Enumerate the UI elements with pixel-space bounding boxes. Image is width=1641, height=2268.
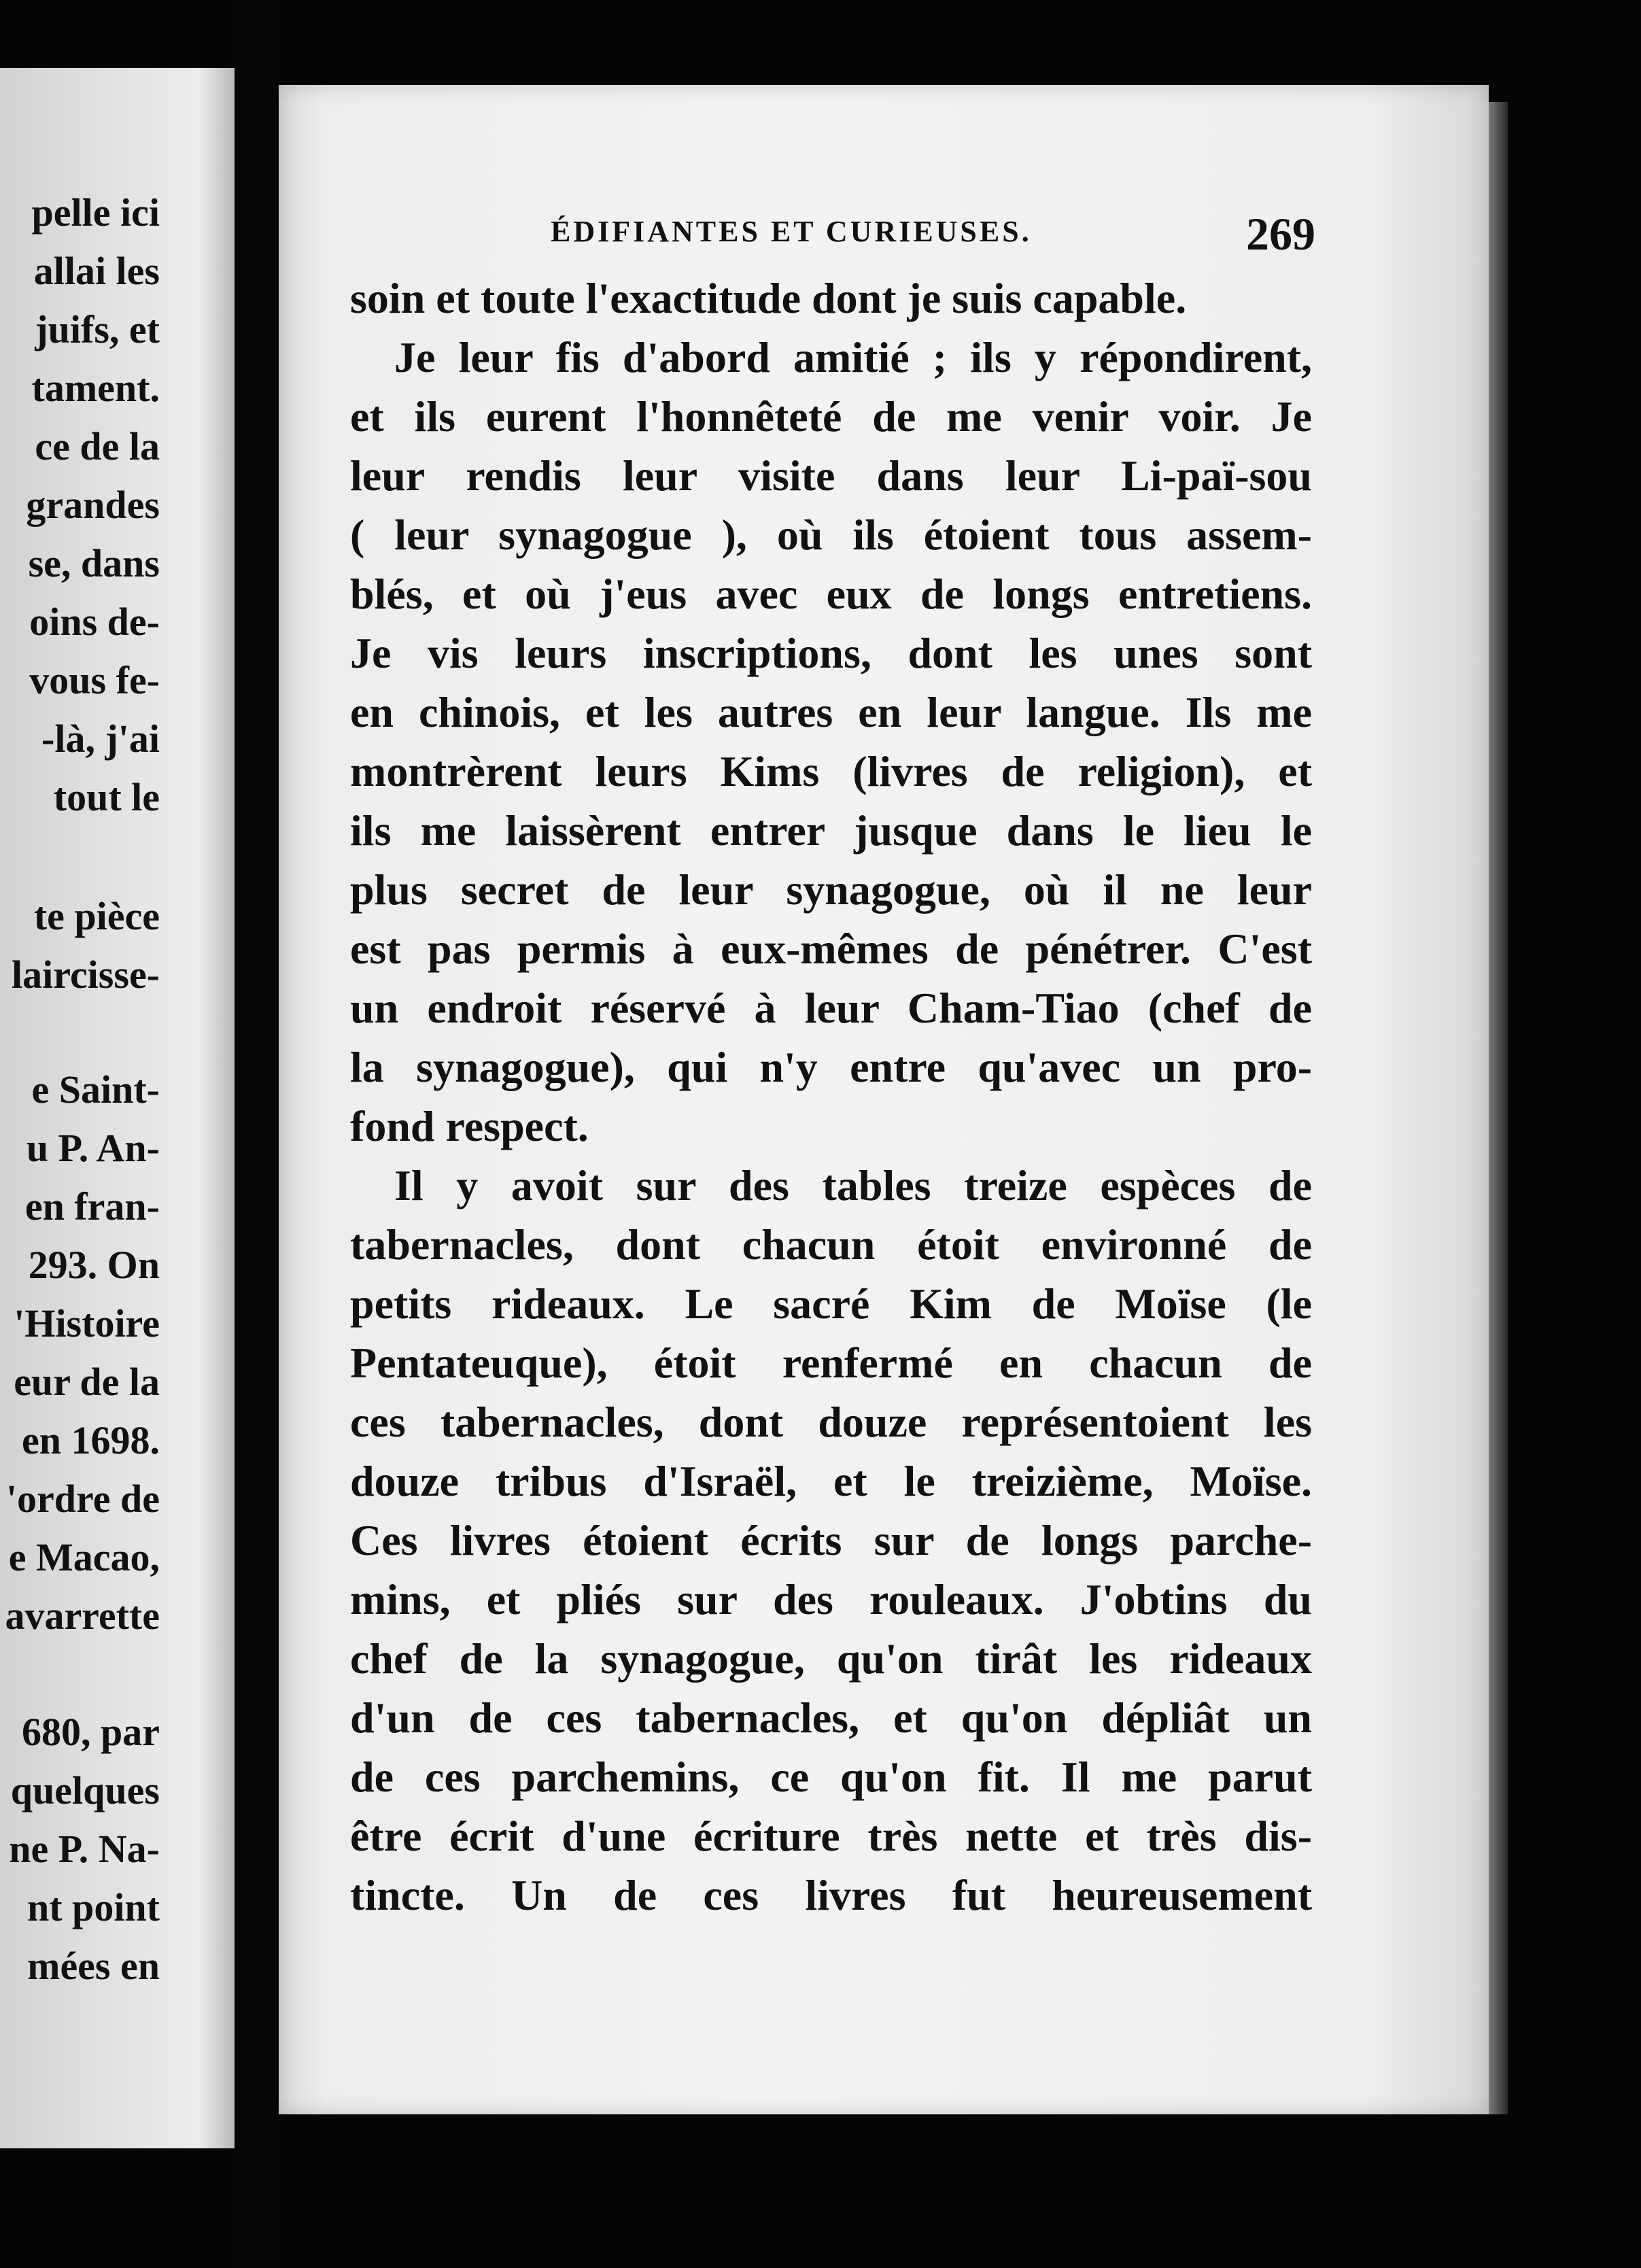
text-line: ils me laissèrent entrer jusque dans le lieu le: [350, 806, 1312, 855]
left-page-line: avarrette: [5, 1594, 160, 1638]
left-page-line: e Saint-: [31, 1067, 160, 1112]
text-line: tabernacles, dont chacun étoit environné de: [350, 1220, 1312, 1269]
text-line: de ces parchemins, ce qu'on fit. Il me parut: [350, 1753, 1312, 1801]
left-page-fragment: [0, 68, 235, 2148]
left-page-line: nt point: [27, 1885, 160, 1929]
text-line: la synagogue), qui n'y entre qu'avec un pro-: [350, 1043, 1312, 1091]
left-page-line: 293. On: [28, 1243, 160, 1287]
left-page-line: tament.: [31, 366, 160, 410]
text-line: douze tribus d'Israël, et le treizième, Moïse.: [350, 1457, 1312, 1505]
left-page-line: mées en: [27, 1944, 160, 1988]
text-line: chef de la synagogue, qu'on tirât les rideaux: [350, 1634, 1312, 1683]
text-line: un endroit réservé à leur Cham-Tiao (chef de: [350, 984, 1312, 1032]
text-line: Pentateuque), étoit renfermé en chacun de: [350, 1339, 1312, 1387]
left-page-line: tout le: [53, 775, 160, 819]
text-line: petits rideaux. Le sacré Kim de Moïse (le: [350, 1279, 1312, 1328]
left-page-line: oins de-: [29, 600, 160, 644]
left-page-line: juifs, et: [35, 307, 160, 351]
page-edge: [1489, 102, 1508, 2114]
text-line: en chinois, et les autres en leur langue. Ils me: [350, 688, 1312, 736]
left-page-line: -là, j'ai: [41, 717, 160, 761]
text-line: soin et toute l'exactitude dont je suis capable.: [350, 274, 1187, 322]
left-page-line: ne P. Na-: [9, 1827, 160, 1871]
text-line: être écrit d'une écriture très nette et très dis-: [350, 1812, 1312, 1860]
left-page-line: 680, par: [22, 1710, 160, 1754]
text-line: est pas permis à eux-mêmes de pénétrer. C'est: [350, 925, 1312, 973]
left-page-line: en fran-: [24, 1184, 160, 1228]
left-page-line: quelques: [10, 1768, 160, 1812]
text-line: plus secret de leur synagogue, où il ne leur: [350, 865, 1312, 914]
left-page-line: te pièce: [33, 894, 160, 938]
left-page-line: en 1698.: [22, 1418, 160, 1462]
left-page-line: se, dans: [28, 541, 160, 585]
header: [551, 207, 1315, 262]
text-line: ces tabernacles, dont douze représentoient les: [350, 1398, 1312, 1446]
left-page-line: eur de la: [14, 1360, 160, 1404]
text-line: tincte. Un de ces livres fut heureusement: [350, 1871, 1312, 1919]
page-number: 269: [1246, 208, 1315, 260]
body-text: [350, 269, 1312, 1925]
text-line: Il y avoit sur des tables treize espèces de: [394, 1161, 1312, 1209]
left-page-line: ce de la: [35, 424, 160, 468]
text-line: d'un de ces tabernacles, et qu'on dépliât un: [350, 1694, 1312, 1742]
left-page-line: u P. An-: [26, 1126, 160, 1170]
text-line: montrèrent leurs Kims (livres de religion), et: [350, 747, 1312, 795]
text-line: et ils eurent l'honnêteté de me venir voir. Je: [350, 392, 1312, 441]
book-gutter: [235, 0, 279, 2268]
left-page-line: allai les: [33, 249, 160, 293]
text-line: Ces livres étoient écrits sur de longs parche-: [350, 1516, 1312, 1564]
left-page-line: vous fe-: [29, 658, 160, 702]
text-line: blés, et où j'eus avec eux de longs entretiens.: [350, 570, 1312, 618]
text-line: ( leur synagogue ), où ils étoient tous assem-: [350, 511, 1312, 559]
left-page-line: 'Histoire: [14, 1301, 160, 1345]
text-line: mins, et pliés sur des rouleaux. J'obtins du: [350, 1575, 1312, 1623]
left-page-line: laircisse-: [12, 952, 160, 997]
left-page-line: e Macao,: [8, 1535, 160, 1579]
running-title: ÉDIFIANTES ET CURIEUSES.: [551, 215, 1032, 248]
left-page-line: pelle ici: [31, 190, 160, 235]
text-line: fond respect.: [350, 1102, 589, 1150]
text-line: Je leur fis d'abord amitié ; ils y répondirent,: [394, 333, 1312, 381]
text-line: leur rendis leur visite dans leur Li-paï-sou: [350, 451, 1312, 500]
text-line: Je vis leurs inscriptions, dont les unes sont: [350, 629, 1312, 677]
left-page-line: grandes: [26, 483, 160, 527]
left-page-line: 'ordre de: [5, 1477, 160, 1521]
